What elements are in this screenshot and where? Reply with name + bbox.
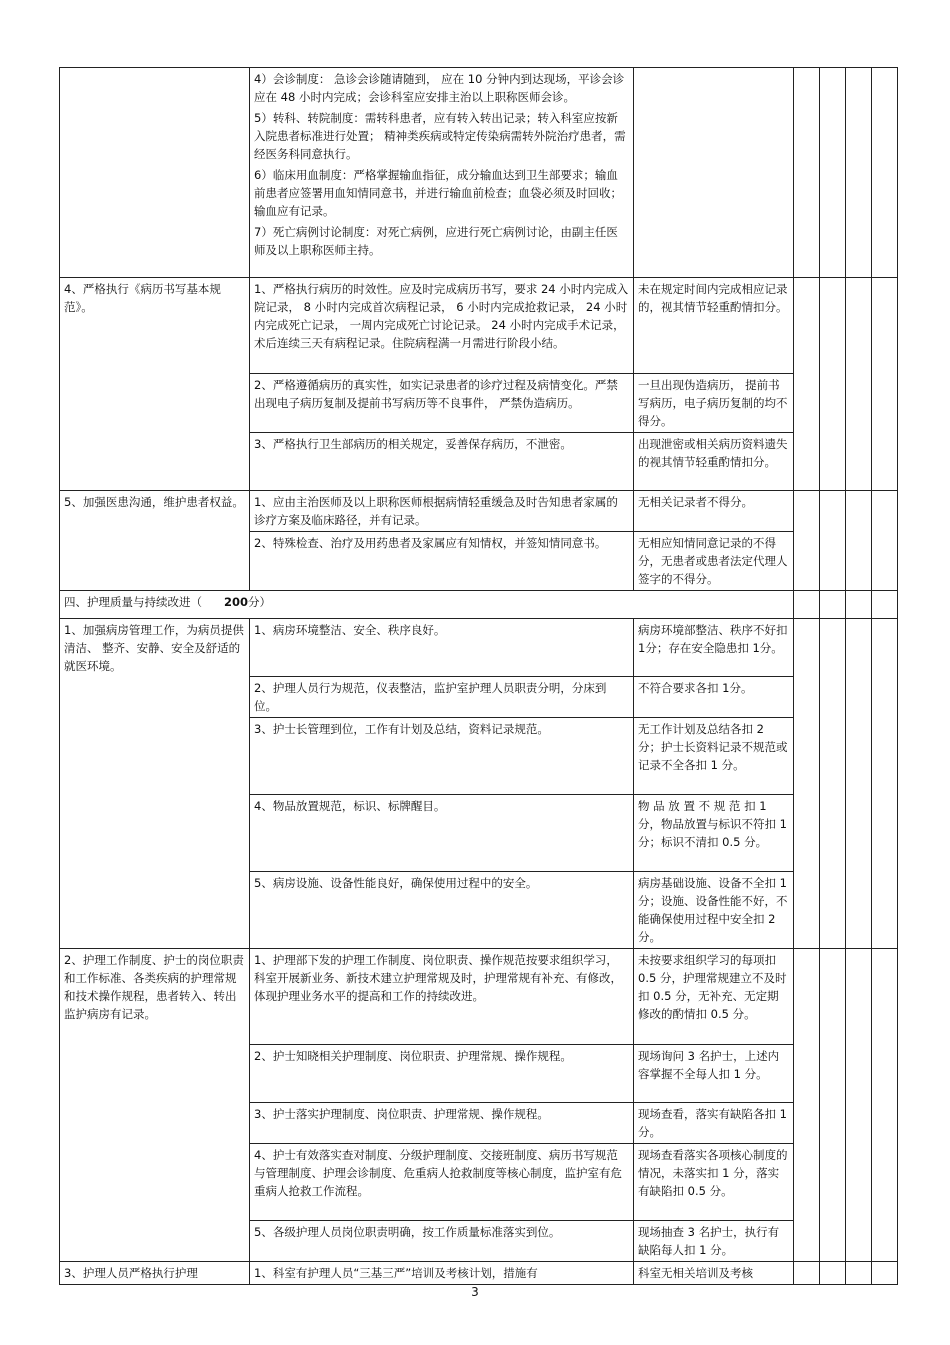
standard-cell: 1、护理部下发的护理工作制度、岗位职责、操作规范按要求组织学习，科室开展新业务、新技术建立护理常规及时，护理常规有补充、有修改，体现护理业务水平的提高和工作的持续改进。 <box>250 949 634 1045</box>
mark-cell <box>872 949 898 1262</box>
mark-cell <box>794 619 820 949</box>
score-cell: 无相应知情同意记录的不得分，无患者或患者法定代理人签字的不得分。 <box>634 532 794 591</box>
item-cell: 5、加强医患沟通，维护患者权益。 <box>60 491 250 591</box>
mark-cell <box>820 278 846 491</box>
item-cell: 3、护理人员严格执行护理 <box>60 1262 250 1285</box>
standard-cell <box>250 68 634 278</box>
standard-cell: 1、严格执行病历的时效性。应及时完成病历书写，要求 24 小时内完成入院记录， 8 小时内完成首次病程记录， 6 小时内完成抢救记录， 24 小时内完成死亡记录， 一周内完成死亡讨论记录。 24 小时内完成手术记录， 术后连续三天有病程记录。住院病程满一月需进行阶段小结。 <box>250 278 634 374</box>
standard-cell: 4、护士有效落实查对制度、分级护理制度、交接班制度、病历书写规范与管理制度、护理会诊制度、危重病人抢救制度等核心制度，监护室有危重病人抢救工作流程。 <box>250 1144 634 1221</box>
page-number: 3 <box>471 1285 479 1299</box>
standard-cell: 2、特殊检查、治疗及用药患者及家属应有知情权，并签知情同意书。 <box>250 532 634 591</box>
score-cell: 现场抽查 3 名护士，执行有缺陷每人扣 1 分。 <box>634 1221 794 1262</box>
table-row <box>60 68 898 278</box>
mark-cell <box>846 619 872 949</box>
standard-paragraph: 6）临床用血制度：严格掌握输血指征，成分输血达到卫生部要求；输血前患者应签署用血知情同意书，并进行输血前检查；血袋必须及时回收；输血应有记录。 <box>254 168 622 218</box>
mark-cell <box>820 491 846 591</box>
mark-cell <box>872 1262 898 1285</box>
standard-cell: 3、护士落实护理制度、岗位职责、护理常规、操作规程。 <box>250 1103 634 1144</box>
standard-paragraph: 5）转科、转院制度：需转科患者，应有转入转出记录；转入科室应按新入院患者标准进行处置； 精神类疾病或特定传染病需转外院治疗患者，需经医务科同意执行。 <box>254 111 626 161</box>
mark-cell <box>872 591 898 619</box>
mark-cell <box>820 591 846 619</box>
section-title: 四、护理质量与持续改进（ 200分） <box>60 591 794 619</box>
mark-cell <box>846 68 872 278</box>
score-cell: 科室无相关培训及考核 <box>634 1262 794 1285</box>
mark-cell <box>872 68 898 278</box>
mark-cell <box>872 491 898 591</box>
standard-cell: 1、科室有护理人员“三基三严”培训及考核计划，措施有 <box>250 1262 634 1285</box>
mark-cell <box>846 591 872 619</box>
score-cell: 病房基础设施、设备不全扣 1 分；设施、设备性能不好，不能确保使用过程中安全扣 2 分。 <box>634 872 794 949</box>
score-cell: 出现泄密或相关病历资料遗失的视其情节轻重酌情扣分。 <box>634 433 794 491</box>
standard-paragraph: 4）会诊制度： 急诊会诊随请随到， 应在 10 分钟内到达现场，平诊会诊应在 48 小时内完成；会诊科室应安排主治以上职称医师会诊。 <box>254 72 625 104</box>
item-cell: 1、加强病房管理工作，为病员提供清洁、 整齐、安静、安全及舒适的就医环境。 <box>60 619 250 949</box>
mark-cell <box>794 491 820 591</box>
mark-cell <box>794 68 820 278</box>
score-cell: 物 品 放 置 不 规 范 扣 1 分，物品放置与标识不符扣 1 分；标识不清扣 0.5 分。 <box>634 795 794 872</box>
table-row <box>60 949 898 1045</box>
mark-cell <box>794 1262 820 1285</box>
mark-cell <box>794 591 820 619</box>
score-cell: 现场询问 3 名护士，上述内容掌握不全每人扣 1 分。 <box>634 1045 794 1103</box>
score-cell: 不符合要求各扣 1分。 <box>634 677 794 718</box>
score-cell: 无工作计划及总结各扣 2 分；护士长资料记录不规范或记录不全各扣 1 分。 <box>634 718 794 795</box>
mark-cell <box>846 491 872 591</box>
item-cell: 4、严格执行《病历书写基本规范》。 <box>60 278 250 491</box>
standard-paragraph: 7）死亡病例讨论制度：对死亡病例，应进行死亡病例讨论，由副主任医师及以上职称医师主持。 <box>254 225 618 257</box>
mark-cell <box>872 278 898 491</box>
standard-cell: 3、护士长管理到位，工作有计划及总结，资料记录规范。 <box>250 718 634 795</box>
mark-cell <box>872 619 898 949</box>
standard-cell: 2、护士知晓相关护理制度、岗位职责、护理常规、操作规程。 <box>250 1045 634 1103</box>
section-header-row <box>60 591 898 619</box>
score-cell: 一旦出现伪造病历， 提前书写病历，电子病历复制的均不得分。 <box>634 374 794 433</box>
item-cell: 2、护理工作制度、护士的岗位职责和工作标准、各类疾病的护理常规和技术操作规程，患者转入、转出监护病房有记录。 <box>60 949 250 1262</box>
evaluation-table <box>59 67 898 1285</box>
mark-cell <box>820 68 846 278</box>
standard-cell: 2、严格遵循病历的真实性，如实记录患者的诊疗过程及病情变化。严禁出现电子病历复制及提前书写病历等不良事件， 严禁伪造病历。 <box>250 374 634 433</box>
standard-cell: 5、各级护理人员岗位职责明确，按工作质量标准落实到位。 <box>250 1221 634 1262</box>
table-row <box>60 1262 898 1285</box>
mark-cell <box>794 278 820 491</box>
mark-cell <box>794 949 820 1262</box>
standard-cell: 1、病房环境整洁、安全、秩序良好。 <box>250 619 634 677</box>
score-cell: 现场查看，落实有缺陷各扣 1 分。 <box>634 1103 794 1144</box>
standard-cell: 5、病房设施、设备性能良好，确保使用过程中的安全。 <box>250 872 634 949</box>
standard-cell: 3、严格执行卫生部病历的相关规定，妥善保存病历，不泄密。 <box>250 433 634 491</box>
score-cell <box>634 68 794 278</box>
mark-cell <box>820 1262 846 1285</box>
score-cell: 无相关记录者不得分。 <box>634 491 794 532</box>
score-cell: 未按要求组织学习的每项扣 0.5 分，护理常规建立不及时扣 0.5 分，无补充、无定期修改的酌情扣 0.5 分。 <box>634 949 794 1045</box>
score-cell: 病房环境部整洁、秩序不好扣 1分；存在安全隐患扣 1分。 <box>634 619 794 677</box>
standard-cell: 2、护理人员行为规范，仪表整洁，监护室护理人员职责分明，分床到位。 <box>250 677 634 718</box>
standard-cell: 4、物品放置规范，标识、标牌醒目。 <box>250 795 634 872</box>
mark-cell <box>846 278 872 491</box>
score-cell: 未在规定时间内完成相应记录的，视其情节轻重酌情扣分。 <box>634 278 794 374</box>
table-row <box>60 619 898 677</box>
mark-cell <box>846 1262 872 1285</box>
mark-cell <box>820 949 846 1262</box>
score-cell: 现场查看落实各项核心制度的情况，未落实扣 1 分，落实有缺陷扣 0.5 分。 <box>634 1144 794 1221</box>
table-row <box>60 278 898 374</box>
item-cell <box>60 68 250 278</box>
standard-cell: 1、应由主治医师及以上职称医师根据病情轻重缓急及时告知患者家属的诊疗方案及临床路径，并有记录。 <box>250 491 634 532</box>
mark-cell <box>820 619 846 949</box>
table-row <box>60 491 898 532</box>
mark-cell <box>846 949 872 1262</box>
